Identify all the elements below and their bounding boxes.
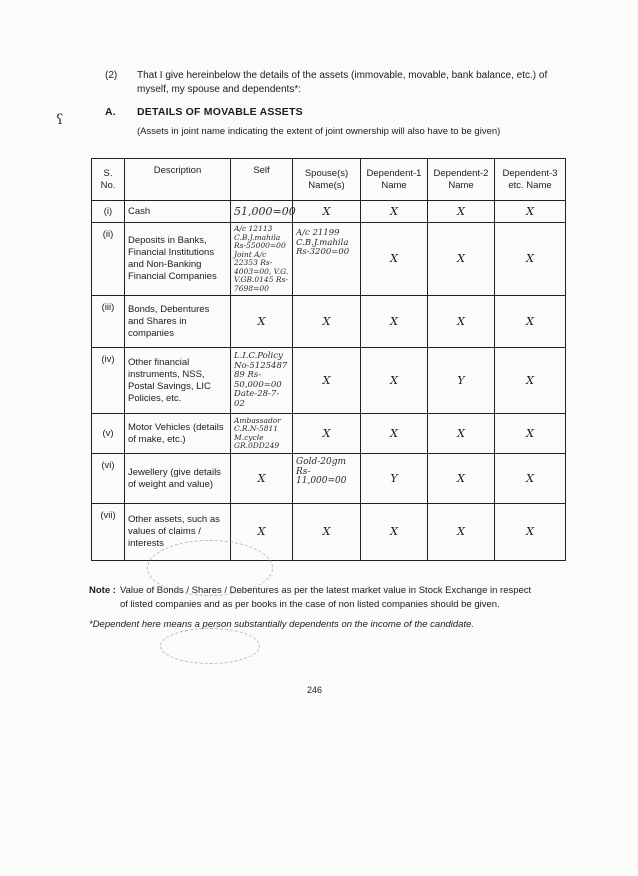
- table-row: [92, 201, 566, 223]
- row-sno: (ii): [92, 223, 125, 296]
- margin-mark: ʕ: [56, 112, 64, 128]
- row-sno: (vii): [92, 504, 125, 561]
- row-dependent-3: X: [495, 223, 566, 296]
- row-dependent-1: X: [361, 504, 428, 561]
- row-description: Other financial instruments, NSS, Postal Savings, LIC Policies, etc.: [125, 348, 231, 414]
- row-dependent-1: X: [361, 348, 428, 414]
- section-subtitle: (Assets in joint name indicating the extent of joint ownership will also have to be given): [137, 126, 501, 137]
- row-dependent-2: Y: [428, 348, 495, 414]
- note-label: Note :: [89, 585, 116, 596]
- row-dependent-3: X: [495, 504, 566, 561]
- row-spouse: X: [293, 504, 361, 561]
- row-description: Jewellery (give details of weight and value): [125, 454, 231, 504]
- row-description: Cash: [125, 201, 231, 223]
- row-spouse: Gold-20gm Rs-11,000=00: [293, 454, 361, 504]
- page-number: 246: [307, 685, 323, 695]
- row-description: Other assets, such as values of claims / interests: [125, 504, 231, 561]
- office-seal-stamp-lower: [160, 628, 260, 664]
- row-self: X: [231, 454, 293, 504]
- header-description: Description: [125, 159, 231, 201]
- row-dependent-3: X: [495, 348, 566, 414]
- intro-text-line1: That I give hereinbelow the details of the assets (immovable, movable, bank balance, etc.) of: [137, 70, 548, 81]
- header-dependent-1: Dependent-1 Name: [361, 159, 428, 201]
- row-dependent-2: X: [428, 454, 495, 504]
- row-sno: (iii): [92, 296, 125, 348]
- row-dependent-1: Y: [361, 454, 428, 504]
- row-self: L.I.C.Policy No-5125487 89 Rs-50,000=00 Date-28-7-02: [231, 348, 293, 414]
- row-dependent-1: X: [361, 223, 428, 296]
- row-sno: (v): [92, 414, 125, 454]
- row-dependent-3: X: [495, 414, 566, 454]
- movable-assets-table: [91, 158, 566, 561]
- table-row: [92, 454, 566, 504]
- row-self: Ambassador C.R.N-5811 M.cycle GR.0DD249: [231, 414, 293, 454]
- row-sno: (iv): [92, 348, 125, 414]
- section-letter: A.: [105, 106, 116, 118]
- row-dependent-2: X: [428, 504, 495, 561]
- row-dependent-3: X: [495, 201, 566, 223]
- note-line2: of listed companies and as per books in the case of non listed companies should be given.: [120, 599, 500, 610]
- row-dependent-1: X: [361, 201, 428, 223]
- row-dependent-2: X: [428, 201, 495, 223]
- header-self: Self: [231, 159, 293, 201]
- table-header-row: [92, 159, 566, 201]
- row-dependent-1: X: [361, 414, 428, 454]
- header-spouse: Spouse(s) Name(s): [293, 159, 361, 201]
- row-description: Bonds, Debentures and Shares in companies: [125, 296, 231, 348]
- row-dependent-3: X: [495, 454, 566, 504]
- row-dependent-2: X: [428, 296, 495, 348]
- row-spouse: A/c 21199 C.B.J.mahila Rs-3200=00: [293, 223, 361, 296]
- row-self: 51,000=00: [231, 201, 293, 223]
- row-sno: (i): [92, 201, 125, 223]
- row-dependent-1: X: [361, 296, 428, 348]
- note-footnote: *Dependent here means a person substantially dependents on the income of the candidate.: [89, 619, 475, 630]
- row-spouse: X: [293, 201, 361, 223]
- header-sno: S. No.: [92, 159, 125, 201]
- table-row: [92, 296, 566, 348]
- row-spouse: X: [293, 414, 361, 454]
- table-row: [92, 348, 566, 414]
- row-sno: (vi): [92, 454, 125, 504]
- row-self: X: [231, 504, 293, 561]
- table-row: [92, 414, 566, 454]
- row-spouse: X: [293, 348, 361, 414]
- intro-number: (2): [105, 70, 118, 81]
- row-self: A/c 12113 C.B.J.mahila Rs-55000=00 Joint A/c 22353 Rs-4003=00, V.G. V.GB.0145 Rs-7698=00: [231, 223, 293, 296]
- row-spouse: X: [293, 296, 361, 348]
- section-title: DETAILS OF MOVABLE ASSETS: [137, 106, 303, 118]
- header-dependent-2: Dependent-2 Name: [428, 159, 495, 201]
- note-line1: Value of Bonds / Shares / Debentures as per the latest market value in Stock Exchange in respect: [120, 585, 532, 596]
- row-dependent-2: X: [428, 223, 495, 296]
- row-description: Motor Vehicles (details of make, etc.): [125, 414, 231, 454]
- row-dependent-3: X: [495, 296, 566, 348]
- row-description: Deposits in Banks, Financial Institutions and Non-Banking Financial Companies: [125, 223, 231, 296]
- table-row: [92, 223, 566, 296]
- row-self: X: [231, 296, 293, 348]
- row-dependent-2: X: [428, 414, 495, 454]
- intro-text-line2: myself, my spouse and dependents*:: [137, 84, 301, 95]
- header-dependent-3: Dependent-3 etc. Name: [495, 159, 566, 201]
